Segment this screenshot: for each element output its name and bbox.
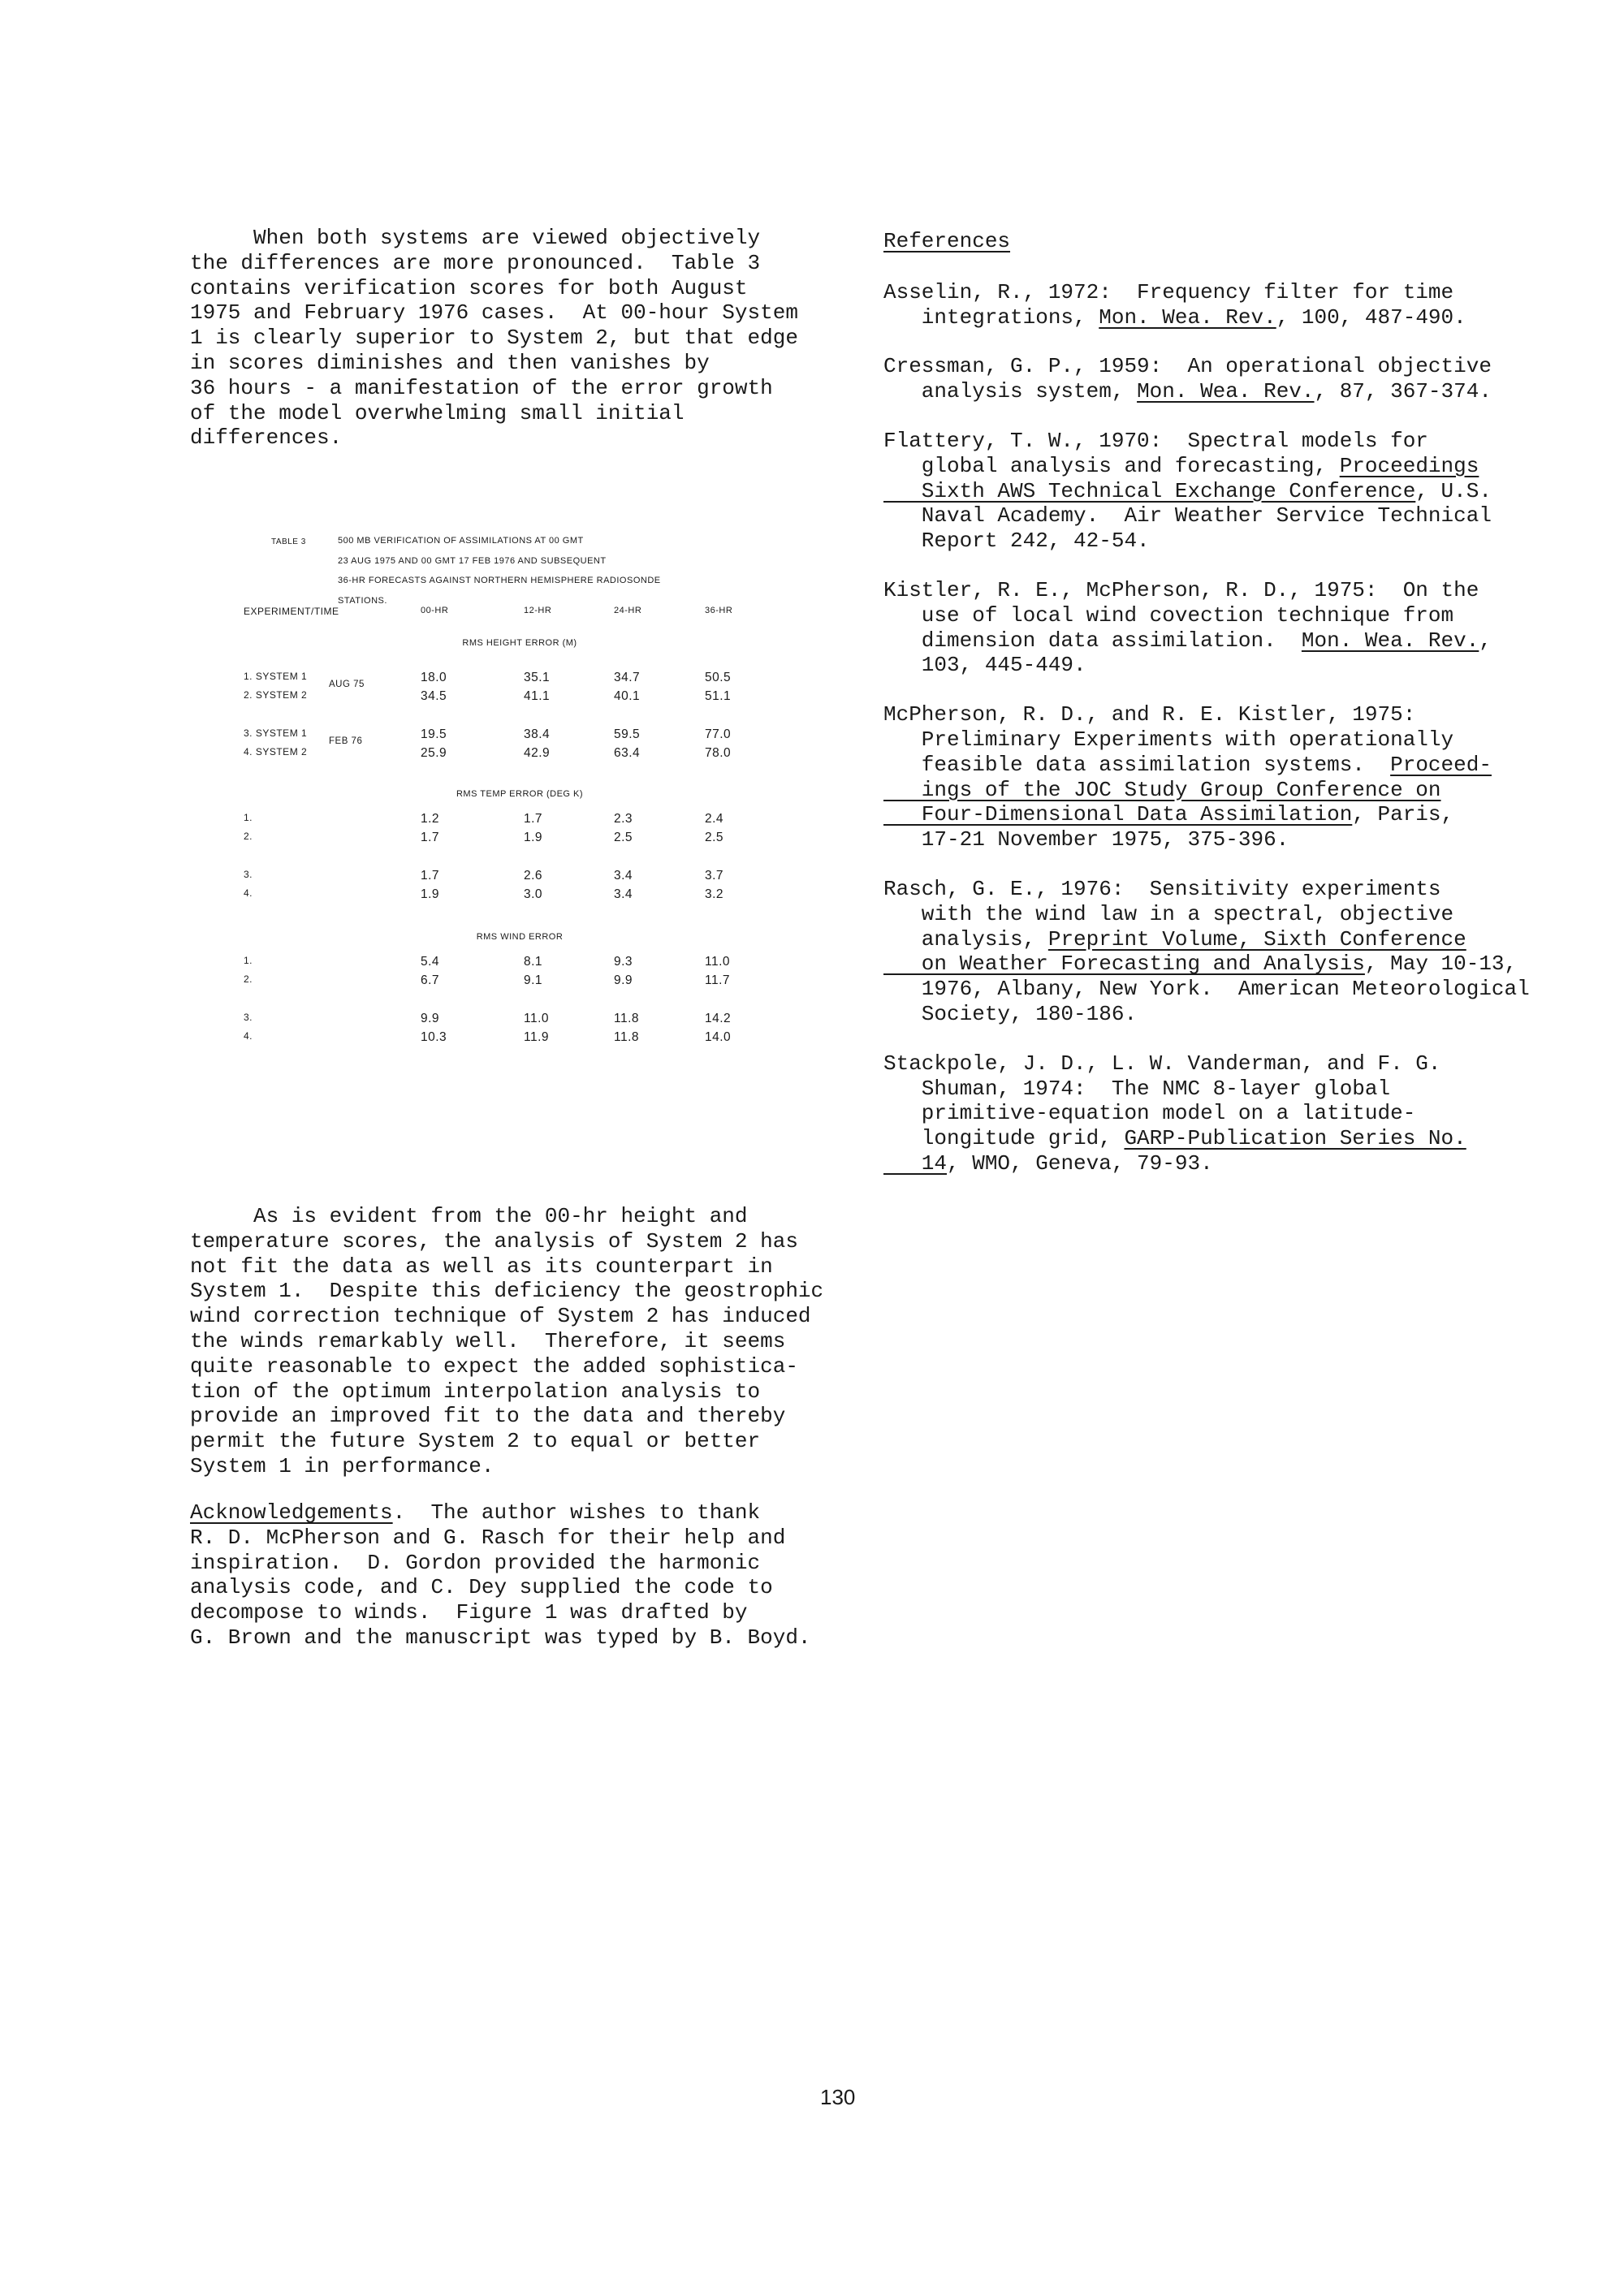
- table-group-label: FEB 76: [329, 736, 363, 746]
- table-cell: 38.4: [524, 727, 551, 741]
- row-label: EXPERIMENT/TIME: [244, 606, 339, 617]
- references-heading: References: [883, 229, 1011, 253]
- table-cell: 9.1: [524, 973, 543, 987]
- table-section-title: RMS TEMP ERROR (DEG K): [456, 789, 584, 799]
- table-row: [244, 955, 747, 971]
- table-cell: 00-HR: [421, 606, 449, 615]
- table-row: [244, 671, 747, 687]
- table-cell: 11.7: [705, 973, 731, 987]
- table-header-row: [244, 606, 747, 622]
- table-cell: 2.5: [705, 831, 724, 844]
- reference-text: McPherson, R. D., and R. E. Kistler, 1975: Preliminary Experiments with operationally feasible data assimilation systems.: [883, 702, 1454, 777]
- row-label: 1.: [244, 812, 253, 823]
- table-row: [244, 1030, 747, 1047]
- references-list: [883, 280, 1533, 1176]
- table-cell: 34.5: [421, 689, 447, 703]
- table-cell: 11.0: [524, 1012, 550, 1025]
- table-cell: 9.9: [614, 973, 633, 987]
- table-cell: 2.4: [705, 812, 724, 826]
- table-body: [244, 606, 747, 1060]
- table-3: [244, 528, 747, 1060]
- table-cell: 19.5: [421, 727, 447, 741]
- row-label: 3. SYSTEM 1: [244, 727, 308, 739]
- table-cell: 2.3: [614, 812, 633, 826]
- row-label: 2. SYSTEM 2: [244, 689, 308, 701]
- table-cell: 10.3: [421, 1030, 447, 1044]
- reference-source: Mon. Wea. Rev.: [1301, 628, 1479, 653]
- acknowledgements-block: [190, 1500, 840, 1651]
- reference-source: Proceed- ings of the JOC Study Group Conference on Four-Dimensional Data Assimilation: [921, 752, 1492, 827]
- table-cell: 51.1: [705, 689, 732, 703]
- table-cell: 11.0: [705, 955, 731, 969]
- table-cell: 2.5: [614, 831, 633, 844]
- row-label: 2.: [244, 973, 253, 985]
- table-caption-text: 500 MB VERIFICATION OF ASSIMILATIONS AT 00 GMT 23 AUG 1975 AND 00 GMT 17 FEB 1976 AND SUBSEQUENT 36-HR FORECASTS AGAINST NORTHERN HEMISPHERE RADIOSONDE STATIONS.: [338, 536, 661, 606]
- row-label: 1.: [244, 955, 253, 966]
- table-cell: 63.4: [614, 746, 641, 760]
- reference-text: Cressman, G. P., 1959: An operational objective analysis system,: [883, 354, 1492, 404]
- left-column: [190, 226, 823, 451]
- discussion-paragraph: As is evident from the 00-hr height and temperature scores, the analysis of System 2 has not fit the data as well as its counterpart in System 1. Despite this deficiency the geostrophic wind correction technique of System 2 has induced the winds remarkably well. Therefore, it seems quite reasonable to expect the added sophistica- tion of the optimum interpolation analysis to provide an improved fit to the data and thereby permit the future System 2 to equal or better System 1 in performance.: [190, 1204, 824, 1478]
- table-cell: 35.1: [524, 671, 551, 684]
- reference-item: [883, 354, 1533, 404]
- table-cell: 25.9: [421, 746, 447, 760]
- discussion-block: [190, 1204, 840, 1479]
- table-row: [244, 869, 747, 885]
- table-cell: 41.1: [524, 689, 551, 703]
- reference-text: Asselin, R., 1972: Frequency filter for time integrations,: [883, 279, 1454, 330]
- reference-source: Mon. Wea. Rev.: [1137, 379, 1315, 404]
- row-label: 3.: [244, 1012, 253, 1023]
- table-cell: 36-HR: [705, 606, 733, 615]
- table-cell: 9.9: [421, 1012, 440, 1025]
- reference-source: Preprint Volume, Sixth Conference on Weather Forecasting and Analysis: [921, 926, 1466, 977]
- table-cell: 3.7: [705, 869, 724, 883]
- table-cell: 14.2: [705, 1012, 732, 1025]
- reference-item: [883, 702, 1533, 852]
- table-cell: 34.7: [614, 671, 641, 684]
- table-cell: 2.6: [524, 869, 543, 883]
- reference-text: Stackpole, J. D., L. W. Vanderman, and F. G. Shuman, 1974: The NMC 8-layer global primitive-equation model on a latitude- longitude grid,: [883, 1051, 1441, 1151]
- table-row: [244, 831, 747, 847]
- row-label: 1. SYSTEM 1: [244, 671, 308, 682]
- reference-details: , 100, 487-490.: [1276, 304, 1466, 330]
- table-cell: 24-HR: [614, 606, 642, 615]
- table-cell: 3.4: [614, 887, 633, 901]
- table-cell: 1.7: [421, 831, 440, 844]
- reference-source: GARP-Publication Series No. 14: [921, 1126, 1466, 1176]
- table-cell: 11.8: [614, 1012, 640, 1025]
- table-cell: 3.4: [614, 869, 633, 883]
- acknowledgements-heading: Acknowledgements: [190, 1500, 393, 1525]
- table-caption: [244, 528, 747, 606]
- table-group-label: AUG 75: [329, 680, 365, 689]
- table-row: [244, 887, 747, 904]
- reference-text: Flattery, T. W., 1970: Spectral models for global analysis and forecasting,: [883, 428, 1428, 478]
- reference-item: [883, 877, 1533, 1027]
- references-column: [883, 229, 1533, 1201]
- acknowledgements-paragraph: [190, 1500, 840, 1651]
- acknowledgements-first-line: . The author wishes to thank: [392, 1500, 761, 1525]
- reference-text: Kistler, R. E., McPherson, R. D., 1975: On the use of local wind covection technique from dimension data assimilation.: [883, 577, 1479, 653]
- reference-item: [883, 578, 1533, 678]
- table-cell: 5.4: [421, 955, 440, 969]
- table-cell: 1.2: [421, 812, 440, 826]
- table-cell: 9.3: [614, 955, 633, 969]
- table-cell: 11.8: [614, 1030, 640, 1044]
- reference-details: , WMO, Geneva, 79-93.: [947, 1150, 1213, 1176]
- table-cell: 40.1: [614, 689, 641, 703]
- table-cell: 11.9: [524, 1030, 550, 1044]
- reference-text: Rasch, G. E., 1976: Sensitivity experiments with the wind law in a spectral, objective analysis,: [883, 876, 1454, 952]
- reference-details: , 87, 367-374.: [1314, 379, 1492, 404]
- table-cell: 8.1: [524, 955, 543, 969]
- table-cell: 50.5: [705, 671, 732, 684]
- table-row: [244, 727, 747, 744]
- table-cell: 59.5: [614, 727, 641, 741]
- table-cell: 3.0: [524, 887, 543, 901]
- reference-details: , U.S. Naval Academy. Air Weather Service Technical Report 242, 42-54.: [921, 478, 1492, 554]
- table-cell: 1.9: [421, 887, 440, 901]
- table-cell: 78.0: [705, 746, 732, 760]
- table-row: [244, 973, 747, 990]
- table-cell: 18.0: [421, 671, 447, 684]
- row-label: 4.: [244, 887, 253, 899]
- table-cell: 42.9: [524, 746, 551, 760]
- table-cell: 12-HR: [524, 606, 552, 615]
- reference-item: [883, 429, 1533, 554]
- table-row: [244, 1012, 747, 1028]
- table-section-title: RMS HEIGHT ERROR (M): [462, 638, 577, 648]
- reference-source: Proceedings Sixth AWS Technical Exchange Conference: [921, 453, 1479, 503]
- reference-details: , Paris, 17-21 November 1975, 375-396.: [921, 802, 1454, 852]
- reference-item: [883, 280, 1533, 330]
- table-cell: 14.0: [705, 1030, 732, 1044]
- row-label: 3.: [244, 869, 253, 880]
- table-cell: 77.0: [705, 727, 732, 741]
- table-row: [244, 812, 747, 828]
- reference-details: , 103, 445-449.: [921, 628, 1492, 678]
- reference-details: , May 10-13, 1976, Albany, New York. American Meteorological Society, 180-186.: [921, 952, 1530, 1026]
- row-label: 2.: [244, 831, 253, 842]
- row-label: 4.: [244, 1030, 253, 1042]
- acknowledgements-body: R. D. McPherson and G. Rasch for their help and inspiration. D. Gordon provided the harmonic analysis code, and C. Dey supplied the code to decompose to winds. Figure 1 was drafted by G. Brown and the manuscript was typed by B. Boyd.: [190, 1525, 811, 1650]
- table-cell: 6.7: [421, 973, 440, 987]
- table-row: [244, 746, 747, 762]
- row-label: 4. SYSTEM 2: [244, 746, 308, 757]
- table-label: TABLE 3: [271, 537, 306, 546]
- intro-paragraph: When both systems are viewed objectively the differences are more pronounced. Table 3 contains verification scores for both August 1975 and February 1976 cases. At 00-hour System 1 is clearly superior to System 2, but that edge in scores diminishes and then vanishes by 36 hours - a manifestation of the error growth of the model overwhelming small initial differences.: [190, 226, 798, 451]
- reference-source: Mon. Wea. Rev.: [1099, 304, 1276, 330]
- page-number: 130: [820, 2085, 856, 2109]
- reference-item: [883, 1051, 1533, 1176]
- table-cell: 3.2: [705, 887, 724, 901]
- table-cell: 1.7: [421, 869, 440, 883]
- table-section-title: RMS WIND ERROR: [476, 932, 564, 942]
- table-row: [244, 689, 747, 706]
- table-cell: 1.9: [524, 831, 543, 844]
- table-cell: 1.7: [524, 812, 543, 826]
